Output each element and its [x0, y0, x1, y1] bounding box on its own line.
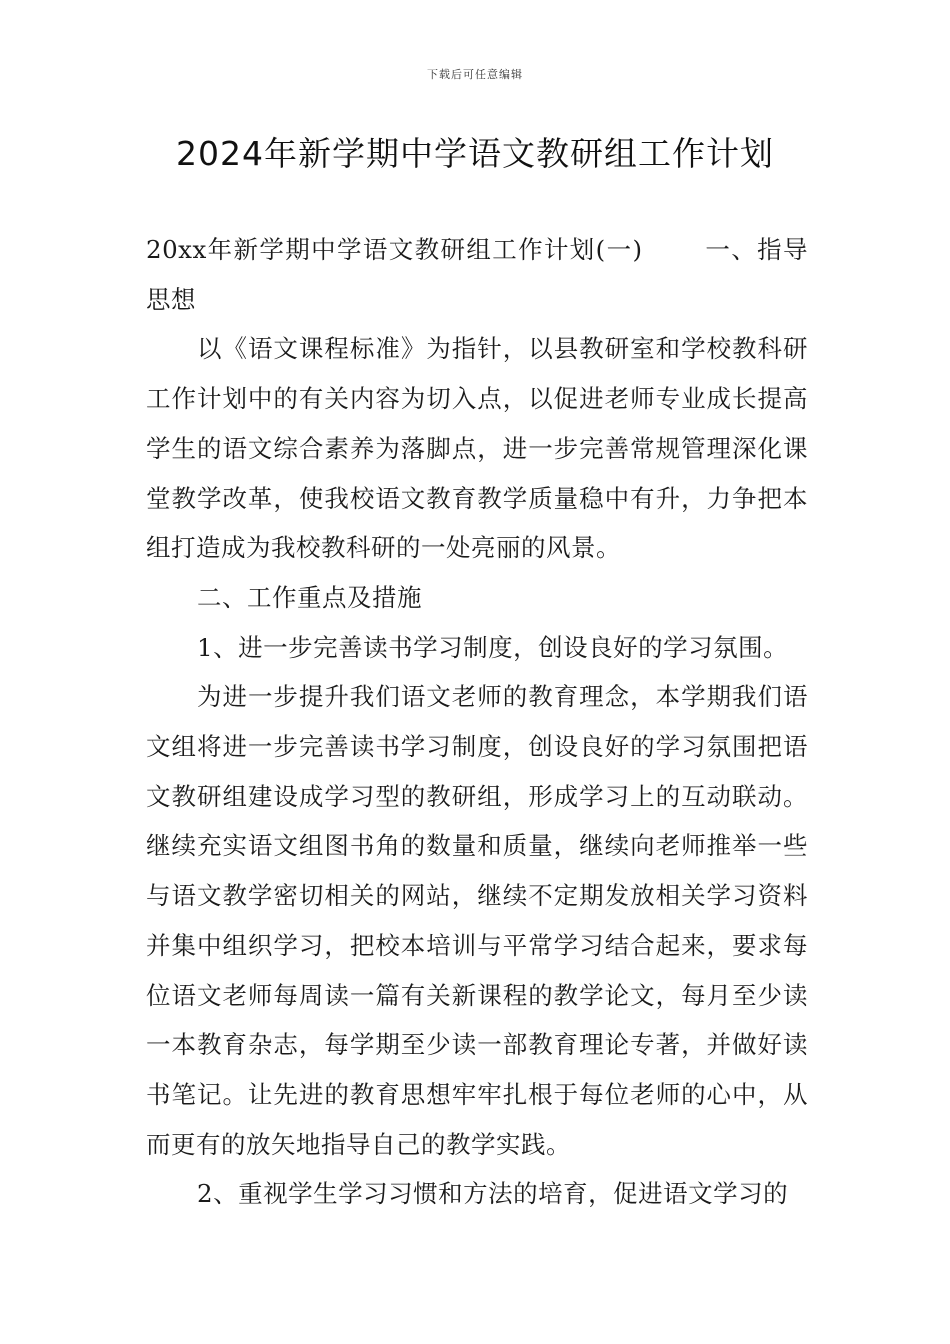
item-heading-study-habits: 2、重视学生学习习惯和方法的培育，促进语文学习的 — [197, 1179, 789, 1209]
plan-subtitle-line — [146, 225, 808, 324]
section-heading-guiding-ideology: 一、指导思想 — [146, 235, 808, 314]
item-heading-reading-system: 1、进一步完善读书学习制度，创设良好的学习氛围。 — [197, 632, 789, 662]
document-title: 2024年新学期中学语文教研组工作计划 — [176, 134, 774, 173]
header-note: 下载后可任意编辑 — [427, 68, 523, 81]
document-body — [146, 225, 808, 1219]
section-heading-work-focus: 二、工作重点及措施 — [197, 582, 422, 612]
paragraph-guiding-ideology: 以《语文课程标准》为指针，以县教研室和学校教科研工作计划中的有关内容为切入点，以促进老师专业成长提高学生的语文综合素养为落脚点，进一步完善常规管理深化课堂教学改革，使我校语文教育教学质量稳中有升，力争把本组打造成为我校教科研的一处亮丽的风景。 — [146, 334, 808, 563]
paragraph-reading-system: 为进一步提升我们语文老师的教育理念，本学期我们语文组将进一步完善读书学习制度，创设良好的学习氛围把语文教研组建设成学习型的教研组，形成学习上的互动联动。继续充实语文组图书角的数量和质量，继续向老师推举一些与语文教学密切相关的网站，继续不定期发放相关学习资料并集中组织学习，把校本培训与平常学习结合起来，要求每位语文老师每周读一篇有关新课程的教学论文，每月至少读一本教育杂志，每学期至少读一部教育理论专著，并做好读书笔记。让先进的教育思想牢牢扎根于每位老师的心中，从而更有的放矢地指导自己的教学实践。 — [146, 682, 808, 1159]
plan-subtitle: 20xx年新学期中学语文教研组工作计划(一) — [146, 235, 643, 264]
